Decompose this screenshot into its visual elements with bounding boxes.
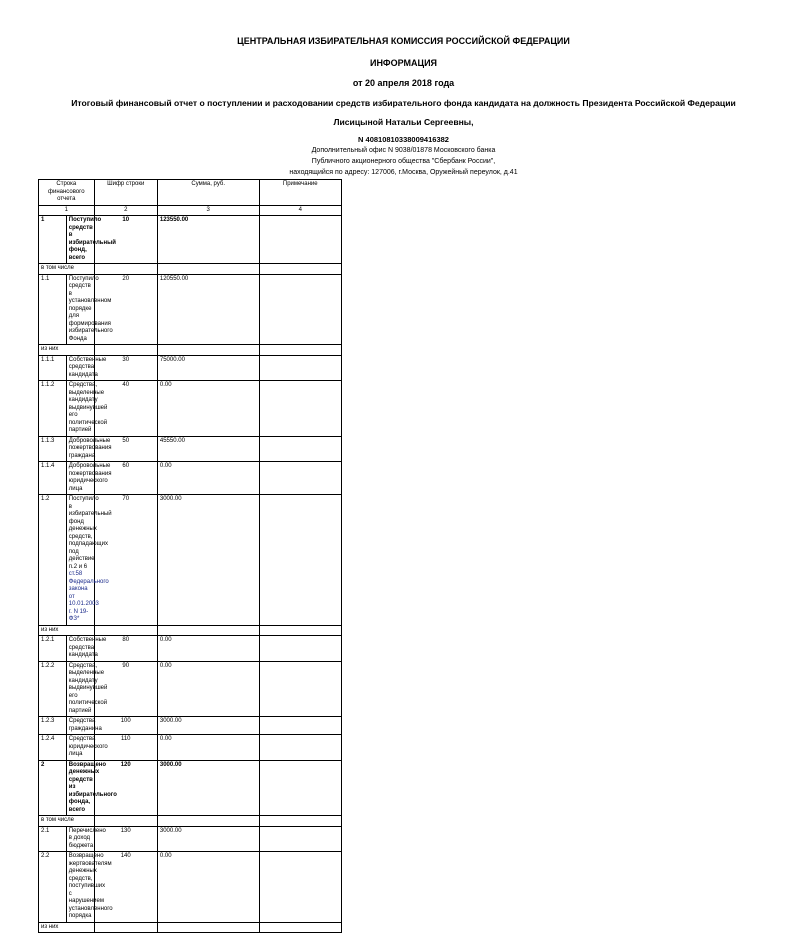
row-name-text: Средства гражданина	[68, 718, 102, 732]
row-name	[66, 495, 112, 626]
row-note	[259, 636, 342, 662]
row-name	[66, 216, 116, 264]
row-name	[66, 462, 112, 495]
row-sum: 75000.00	[157, 355, 259, 381]
candidate-name: Лисицыной Натальи Сергеевны,	[333, 117, 474, 127]
column-header-line-code: Шифр строки	[94, 180, 157, 206]
row-sum: 3000.00	[157, 495, 259, 626]
row-code: 1.2.2	[39, 661, 67, 717]
row-name-text: Поступило в избирательный фонд денежных средств, подпадающих под действие п.2 и 6	[68, 496, 112, 570]
row-name	[66, 826, 106, 852]
row-note	[259, 760, 342, 816]
row-sum: 0.00	[157, 661, 259, 717]
row-line-code: 130	[94, 826, 157, 852]
report-title: Итоговый финансовый отчет о поступлении и расходовании средств избирательного фонда кандидата на должность Президента Российской Федерации	[71, 98, 736, 108]
row-code: 2	[39, 760, 67, 816]
empty-cell	[94, 816, 157, 827]
row-line-code: 80	[94, 636, 157, 662]
doc-type-title: ИНФОРМАЦИЯ	[369, 58, 438, 68]
row-code: 1.2.4	[39, 735, 67, 761]
row-line-code: 140	[94, 852, 157, 923]
row-line-code: 10	[94, 216, 157, 264]
empty-cell	[94, 922, 157, 933]
row-code: 1.2.3	[39, 717, 67, 735]
row-name-text: Собственные средства кандидата	[68, 356, 107, 378]
row-name-text: Перечислено в доход бюджета	[68, 827, 106, 849]
row-name	[66, 355, 107, 381]
empty-cell	[157, 922, 259, 933]
row-line-code: 120	[94, 760, 157, 816]
row-line-code: 70	[94, 495, 157, 626]
row-note	[259, 495, 342, 626]
row-sum: 0.00	[157, 381, 259, 437]
row-sum: 120550.00	[157, 274, 259, 345]
row-line-code: 20	[94, 274, 157, 345]
subheading-label: из них	[39, 922, 95, 933]
table-subheading-row	[39, 625, 342, 636]
column-number-3: 3	[157, 205, 259, 216]
doc-date: от 20 апреля 2018 года	[352, 78, 455, 88]
row-line-code: 100	[94, 717, 157, 735]
row-sum: 0.00	[157, 852, 259, 923]
column-header-line-name: Строка финансового отчета	[39, 180, 95, 206]
row-code: 1.1	[39, 274, 67, 345]
row-name	[66, 717, 102, 735]
column-header-note: Примечание	[259, 180, 342, 206]
bank-line-3: находящийся по адресу: 127006, г.Москва, Оружейный переулок, д.41	[289, 169, 518, 176]
row-line-code: 30	[94, 355, 157, 381]
row-note	[259, 381, 342, 437]
table-column-numbers-row	[39, 205, 342, 216]
empty-cell	[94, 625, 157, 636]
row-note	[259, 826, 342, 852]
empty-cell	[259, 922, 342, 933]
row-name	[66, 852, 113, 923]
table-row	[39, 661, 342, 717]
bank-line-2: Публичного акционерного общества "Сбербанк России",	[311, 158, 496, 165]
row-name	[66, 274, 113, 345]
table-subheading-row	[39, 264, 342, 275]
row-sum: 3000.00	[157, 826, 259, 852]
row-code: 2.2	[39, 852, 67, 923]
column-number-1: 1	[39, 205, 95, 216]
row-name	[66, 735, 108, 761]
row-line-code: 90	[94, 661, 157, 717]
row-sum: 3000.00	[157, 717, 259, 735]
row-line-code: 50	[94, 436, 157, 462]
table-row	[39, 760, 342, 816]
table-row	[39, 355, 342, 381]
row-name-text: Средства юридического лица	[68, 736, 108, 757]
row-sum: 0.00	[157, 462, 259, 495]
row-code: 1.1.2	[39, 381, 67, 437]
table-row	[39, 636, 342, 662]
row-code: 1.1.4	[39, 462, 67, 495]
row-name-text: Средства, выделенные кандидату выдвинувшей его политической партией	[68, 382, 108, 433]
row-sum: 123550.00	[157, 216, 259, 264]
commission-title: ЦЕНТРАЛЬНАЯ ИЗБИРАТЕЛЬНАЯ КОМИССИЯ РОССИЙСКОЙ ФЕДЕРАЦИИ	[237, 36, 570, 46]
row-note	[259, 436, 342, 462]
empty-cell	[94, 264, 157, 275]
empty-cell	[259, 345, 342, 356]
row-name-text: Поступило средств в избирательный фонд, всего	[68, 217, 116, 261]
empty-cell	[94, 345, 157, 356]
row-sum: 3000.00	[157, 760, 259, 816]
column-number-4: 4	[259, 205, 342, 216]
row-name	[66, 381, 108, 437]
row-sum: 0.00	[157, 636, 259, 662]
row-code: 1.1.3	[39, 436, 67, 462]
table-subheading-row	[39, 922, 342, 933]
row-name-text: Возвращено денежных средств из избирательного фонда, всего	[68, 761, 117, 813]
table-row	[39, 735, 342, 761]
row-code: 2.1	[39, 826, 67, 852]
row-note	[259, 355, 342, 381]
table-row	[39, 826, 342, 852]
account-number: N 40810810338009416382	[358, 135, 449, 144]
row-note	[259, 462, 342, 495]
subheading-label: из них	[39, 345, 95, 356]
row-name	[66, 661, 108, 717]
row-name-text: Средства, выделенные кандидату выдвинувшей его политической партией	[68, 662, 108, 714]
row-name-text: Собственные средства кандидата	[68, 637, 107, 658]
empty-cell	[259, 816, 342, 827]
table-row	[39, 852, 342, 923]
empty-cell	[157, 264, 259, 275]
row-note	[259, 735, 342, 761]
row-sum: 45550.00	[157, 436, 259, 462]
empty-cell	[157, 345, 259, 356]
table-row	[39, 274, 342, 345]
subheading-label: в том числе	[39, 264, 95, 275]
row-name	[66, 436, 112, 462]
row-code: 1.1.1	[39, 355, 67, 381]
row-name-text: Добровольные пожертвования юридического лица	[68, 463, 112, 492]
row-line-code: 60	[94, 462, 157, 495]
row-code: 1.2.1	[39, 636, 67, 662]
bank-line-1: Дополнительный офис N 9038/01878 Московского банка	[311, 147, 496, 154]
column-header-sum: Сумма, руб.	[157, 180, 259, 206]
table-row	[39, 216, 342, 264]
row-note	[259, 216, 342, 264]
row-line-code: 110	[94, 735, 157, 761]
row-note	[259, 717, 342, 735]
row-note	[259, 661, 342, 717]
financial-report-table	[38, 179, 342, 933]
table-row	[39, 381, 342, 437]
row-code: 1.2	[39, 495, 67, 626]
row-name-text: Добровольные пожертвования граждана	[68, 437, 112, 459]
empty-cell	[259, 264, 342, 275]
subheading-label: в том числе	[39, 816, 95, 827]
empty-cell	[259, 625, 342, 636]
row-name	[66, 760, 117, 816]
row-name-text: Возвращено жертвователям денежных средств, поступивших с нарушением установленного порядка	[68, 853, 113, 919]
table-row	[39, 717, 342, 735]
row-name	[66, 636, 107, 662]
row-sum: 0.00	[157, 735, 259, 761]
empty-cell	[157, 625, 259, 636]
row-name-text: Поступило средств в установленном порядке для формирования избирательного Фонда	[68, 275, 113, 342]
table-row	[39, 495, 342, 626]
table-row	[39, 436, 342, 462]
row-code: 1	[39, 216, 67, 264]
column-number-2: 2	[94, 205, 157, 216]
table-subheading-row	[39, 816, 342, 827]
row-note	[259, 852, 342, 923]
law-reference-link[interactable]: ст.58 Федерального закона от 10.01.2003 г. N 19-ФЗ*	[68, 571, 109, 622]
row-note	[259, 274, 342, 345]
table-row	[39, 462, 342, 495]
subheading-label: из них	[39, 625, 95, 636]
empty-cell	[157, 816, 259, 827]
table-header-row	[39, 180, 342, 206]
row-line-code: 40	[94, 381, 157, 437]
table-subheading-row	[39, 345, 342, 356]
